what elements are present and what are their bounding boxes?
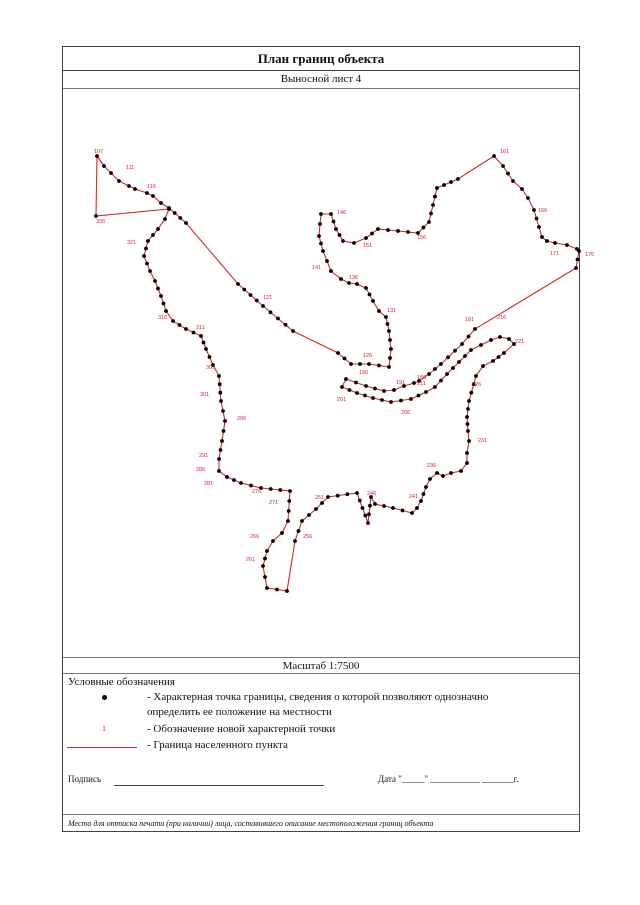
boundary-point	[261, 304, 265, 308]
boundary-point	[553, 241, 557, 245]
boundary-point	[479, 343, 483, 347]
boundary-point	[173, 211, 177, 215]
boundary-point	[192, 331, 196, 335]
boundary-point	[284, 323, 288, 327]
boundary-point	[460, 342, 464, 346]
boundary-point	[319, 212, 323, 216]
point-label: 241	[409, 494, 419, 500]
boundary-point	[371, 396, 375, 400]
boundary-point	[371, 299, 375, 303]
boundary-point	[184, 327, 188, 331]
boundary-point	[465, 415, 469, 419]
boundary-point	[489, 338, 493, 342]
point-label: 301	[200, 392, 210, 398]
boundary-point	[208, 355, 212, 359]
point-label: 171	[550, 251, 560, 257]
boundary-point	[338, 233, 342, 237]
boundary-point	[428, 477, 432, 481]
boundary-point	[574, 266, 578, 270]
boundary-point	[249, 484, 253, 488]
boundary-point	[102, 164, 106, 168]
boundary-point	[389, 400, 393, 404]
point-label: 196	[359, 370, 369, 376]
boundary-point	[222, 429, 226, 433]
boundary-point	[199, 334, 203, 338]
boundary-point	[148, 269, 152, 273]
boundary-point	[363, 394, 367, 398]
boundary-point	[415, 506, 419, 510]
boundary-point	[435, 186, 439, 190]
boundary-point	[151, 194, 155, 198]
boundary-point	[474, 374, 478, 378]
point-label: 316	[158, 315, 168, 321]
boundary-point	[348, 388, 352, 392]
point-label: 206	[401, 410, 411, 416]
boundary-point	[178, 216, 182, 220]
boundary-point	[422, 492, 426, 496]
boundary-point	[441, 474, 445, 478]
boundary-point	[576, 258, 580, 262]
boundary-point	[287, 499, 291, 503]
boundary-point	[526, 196, 530, 200]
boundary-point	[184, 221, 188, 225]
boundary-point	[540, 235, 544, 239]
boundary-point	[159, 201, 163, 205]
boundary-point	[433, 385, 437, 389]
boundary-point	[424, 485, 428, 489]
boundary-point	[263, 557, 267, 561]
point-label: 211	[417, 381, 426, 387]
boundary-point	[377, 364, 381, 368]
boundary-point	[269, 310, 273, 314]
boundary-point	[387, 329, 391, 333]
boundary-point	[339, 277, 343, 281]
boundary-point	[457, 360, 461, 364]
boundary-point	[377, 309, 381, 313]
boundary-point	[451, 366, 455, 370]
boundary-point	[275, 588, 279, 592]
boundary-point	[368, 293, 372, 297]
boundary-point	[442, 183, 446, 187]
boundary-point	[352, 241, 356, 245]
boundary-point	[392, 388, 396, 392]
boundary-point	[435, 471, 439, 475]
boundary-line-icon	[67, 747, 137, 748]
boundary-point	[388, 356, 392, 360]
point-label: 191	[396, 380, 406, 386]
boundary-point	[507, 337, 511, 341]
boundary-point	[386, 228, 390, 232]
boundary-point	[355, 391, 359, 395]
legend-row-point	[63, 690, 579, 722]
boundary-point	[373, 387, 377, 391]
boundary-point	[409, 397, 413, 401]
boundary-point	[364, 286, 368, 290]
plan-sheet	[62, 46, 595, 832]
point-label: 181	[465, 317, 475, 323]
boundary-point	[300, 519, 304, 523]
boundary-point	[220, 439, 224, 443]
boundary-point	[94, 214, 98, 218]
boundary-point	[133, 187, 137, 191]
boundary-point	[358, 362, 362, 366]
boundary-point	[382, 504, 386, 508]
boundary-line	[96, 156, 579, 591]
boundary-point	[345, 492, 349, 496]
point-label: 226	[472, 382, 482, 388]
legend-point-text-1: - Характерная точка границы, сведения о которой позволяют однозначно	[147, 691, 489, 703]
boundary-point	[142, 254, 146, 258]
boundary-point	[285, 589, 289, 593]
boundary-point	[367, 362, 371, 366]
boundary-point	[537, 225, 541, 229]
boundary-point	[355, 282, 359, 286]
point-label: 271	[269, 500, 279, 506]
boundary-point	[431, 203, 435, 207]
boundary-point	[368, 504, 372, 508]
boundary-point	[439, 362, 443, 366]
boundary-point	[401, 509, 405, 513]
point-label: 176	[585, 252, 595, 258]
boundary-point	[389, 347, 393, 351]
boundary-point	[325, 259, 329, 263]
boundary-point	[364, 236, 368, 240]
boundary-point	[117, 179, 121, 183]
boundary-point	[217, 469, 221, 473]
boundary-point	[156, 227, 160, 231]
boundary-point	[506, 172, 510, 176]
point-label: 186	[417, 375, 427, 381]
boundary-point	[269, 487, 273, 491]
boundary-point	[376, 227, 380, 231]
boundary-point	[446, 355, 450, 359]
boundary-point	[146, 239, 150, 243]
boundary-point	[388, 338, 392, 342]
boundary-point	[287, 509, 291, 513]
sheet-number: Выносной лист 4	[63, 71, 579, 89]
boundary-point	[249, 293, 253, 297]
signature-label: Подпись	[68, 774, 102, 784]
boundary-point	[466, 422, 470, 426]
boundary-point	[467, 399, 471, 403]
boundary-point	[511, 179, 515, 183]
boundary-point	[497, 355, 501, 359]
boundary-point	[445, 372, 449, 376]
boundary-point	[218, 382, 222, 386]
boundary-point	[419, 499, 423, 503]
boundary-point	[297, 529, 301, 533]
boundary-point	[336, 494, 340, 498]
boundary-point	[127, 184, 131, 188]
boundary-point	[410, 511, 414, 515]
boundary-point	[349, 362, 353, 366]
boundary-lines	[96, 156, 579, 591]
boundary-point	[386, 322, 390, 326]
boundary-point	[466, 429, 470, 433]
boundary-point	[341, 239, 345, 243]
point-label: 276	[252, 489, 262, 495]
boundary-point	[329, 212, 333, 216]
boundary-point	[535, 217, 539, 221]
boundary-point	[406, 230, 410, 234]
boundary-point	[255, 299, 259, 303]
boundary-point	[276, 317, 280, 321]
boundary-point	[361, 506, 365, 510]
boundary-point	[217, 374, 221, 378]
boundary-point	[263, 575, 267, 579]
boundary-point	[449, 471, 453, 475]
point-label: 251	[315, 495, 325, 501]
boundary-point	[221, 409, 225, 413]
boundary-point	[265, 586, 269, 590]
boundary-point	[159, 294, 163, 298]
boundary-point	[473, 327, 477, 331]
boundary-point	[167, 207, 171, 211]
point-dot-icon	[102, 695, 107, 700]
boundary-point	[156, 287, 160, 291]
boundary-point	[219, 448, 223, 452]
boundary-point	[242, 288, 246, 292]
boundary-point	[236, 282, 240, 286]
point-label: 221	[515, 339, 525, 345]
boundary-point	[498, 335, 502, 339]
boundary-point	[218, 391, 222, 395]
point-label: 151	[363, 243, 373, 249]
point-label: 306	[206, 365, 216, 371]
boundary-point	[532, 208, 536, 212]
point-label: 111	[126, 165, 135, 171]
boundary-point	[465, 461, 469, 465]
boundary-point	[469, 391, 473, 395]
signature-line[interactable]	[114, 785, 324, 786]
boundary-point	[358, 499, 362, 503]
point-label: 246	[367, 491, 377, 497]
boundary-point	[223, 419, 227, 423]
boundary-point	[217, 457, 221, 461]
boundary-point	[399, 399, 403, 403]
page-title: План границ объекта	[63, 47, 579, 71]
boundary-point	[288, 489, 292, 493]
boundary-point	[307, 513, 311, 517]
boundary-point	[153, 279, 157, 283]
date-field[interactable]: Дата "_____" ___________ _______г.	[378, 774, 519, 784]
boundary-point	[278, 488, 282, 492]
boundary-point	[422, 226, 426, 230]
boundary-point	[491, 359, 495, 363]
boundary-point	[412, 381, 416, 385]
point-label: 256	[303, 534, 313, 540]
point-label: 121	[263, 295, 273, 301]
point-label: 281	[204, 481, 214, 487]
boundary-point	[370, 232, 374, 236]
point-label: 116	[147, 184, 156, 190]
boundary-point	[469, 348, 473, 352]
point-label: 286	[196, 467, 206, 473]
boundary-point	[520, 187, 524, 191]
boundary-point	[232, 478, 236, 482]
boundary-point	[459, 469, 463, 473]
boundary-point	[271, 539, 275, 543]
boundary-point	[433, 195, 437, 199]
legend-point-symbol	[63, 690, 145, 703]
point-label: 146	[337, 210, 347, 216]
boundary-point	[501, 164, 505, 168]
legend	[63, 673, 579, 833]
boundary-point	[366, 521, 370, 525]
boundary-point	[364, 384, 368, 388]
boundary-point	[163, 217, 167, 221]
point-label: 231	[478, 438, 488, 444]
point-label: 141	[312, 265, 322, 271]
boundary-point	[363, 514, 367, 518]
boundary-point	[178, 323, 182, 327]
legend-new-point-text: - Обозначение новой характерной точки	[147, 723, 336, 735]
boundary-point	[340, 385, 344, 389]
boundary-point	[321, 249, 325, 253]
boundary-point	[427, 372, 431, 376]
boundary-point	[344, 377, 348, 381]
point-label: 161	[500, 149, 510, 155]
point-label: 266	[250, 534, 260, 540]
boundary-point	[319, 242, 323, 246]
boundary-point	[334, 227, 338, 231]
boundary-point	[424, 390, 428, 394]
boundary-point	[320, 501, 324, 505]
stamp-area: Место для оттиска печати (при наличии) лица, составившего описание местоположения границ объекта	[63, 814, 579, 834]
boundary-point	[453, 349, 457, 353]
point-label: 321	[127, 240, 137, 246]
boundary-point	[355, 491, 359, 495]
legend-boundary-text: - Граница населенного пункта	[147, 739, 288, 751]
point-label: 126	[363, 353, 373, 359]
boundary-point	[219, 399, 223, 403]
point-label: 296	[237, 416, 247, 422]
boundary-map	[63, 89, 595, 657]
boundary-point	[164, 309, 168, 313]
boundary-point	[291, 329, 295, 333]
boundary-point	[456, 177, 460, 181]
point-label: 216	[497, 315, 507, 321]
boundary-point	[239, 481, 243, 485]
boundary-point	[326, 495, 330, 499]
boundary-point	[380, 398, 384, 402]
point-label: 291	[199, 453, 209, 459]
boundary-point	[286, 519, 290, 523]
boundary-point	[109, 171, 113, 175]
signature-row	[68, 774, 573, 790]
boundary-point	[293, 539, 297, 543]
boundary-point	[391, 506, 395, 510]
boundary-point	[151, 233, 155, 237]
boundary-point	[145, 191, 149, 195]
boundary-point	[144, 247, 148, 251]
point-label: 156	[417, 235, 427, 241]
boundary-point	[354, 381, 358, 385]
boundary-point	[396, 229, 400, 233]
boundary-point	[465, 451, 469, 455]
point-label: 201	[337, 397, 347, 403]
point-label: 166	[538, 208, 548, 214]
boundary-point	[336, 351, 340, 355]
point-label: 236	[427, 463, 437, 469]
boundary-point	[317, 234, 321, 238]
boundary-point	[171, 319, 175, 323]
legend-row-new-point	[63, 722, 579, 738]
boundary-point	[329, 269, 333, 273]
boundary-point	[265, 549, 269, 553]
boundary-point	[382, 389, 386, 393]
boundary-point	[427, 220, 431, 224]
boundary-point	[467, 439, 471, 443]
boundary-point	[225, 475, 229, 479]
boundary-point	[332, 220, 336, 224]
point-labels	[94, 149, 594, 563]
boundary-point	[202, 341, 206, 345]
boundary-point	[449, 180, 453, 184]
boundary-point	[433, 367, 437, 371]
boundary-point	[463, 354, 467, 358]
boundary-points	[94, 154, 581, 593]
boundary-point	[502, 351, 506, 355]
map-scale: Масштаб 1:7500	[63, 657, 579, 673]
point-label: 311	[196, 325, 205, 331]
boundary-point	[384, 315, 388, 319]
boundary-point	[318, 222, 322, 226]
boundary-point	[343, 357, 347, 361]
boundary-point	[577, 249, 581, 253]
boundary-point	[565, 243, 569, 247]
boundary-point	[429, 212, 433, 216]
point-label: 326	[96, 219, 106, 225]
boundary-point	[347, 281, 351, 285]
boundary-point	[204, 347, 208, 351]
boundary-point	[314, 507, 318, 511]
boundary-point	[481, 364, 485, 368]
legend-point-text-2: определить ее положение на местности	[147, 706, 332, 718]
boundary-point	[417, 394, 421, 398]
boundary-point	[439, 379, 443, 383]
point-label: 136	[349, 275, 359, 281]
boundary-point	[280, 531, 284, 535]
boundary-point	[367, 512, 371, 516]
point-label: 131	[387, 308, 397, 314]
point-label: 261	[246, 557, 256, 563]
point-label: 107	[94, 149, 104, 155]
legend-title: Условные обозначения	[68, 676, 175, 688]
boundary-point	[492, 154, 496, 158]
boundary-point	[145, 262, 149, 266]
boundary-point	[545, 239, 549, 243]
legend-row-boundary	[63, 738, 579, 754]
boundary-point	[387, 365, 391, 369]
boundary-point	[162, 302, 166, 306]
new-point-number-icon: 1	[102, 724, 106, 733]
boundary-point	[373, 502, 377, 506]
boundary-point	[261, 564, 265, 568]
boundary-point	[467, 335, 471, 339]
boundary-point	[466, 407, 470, 411]
boundary-map-svg	[63, 89, 595, 657]
